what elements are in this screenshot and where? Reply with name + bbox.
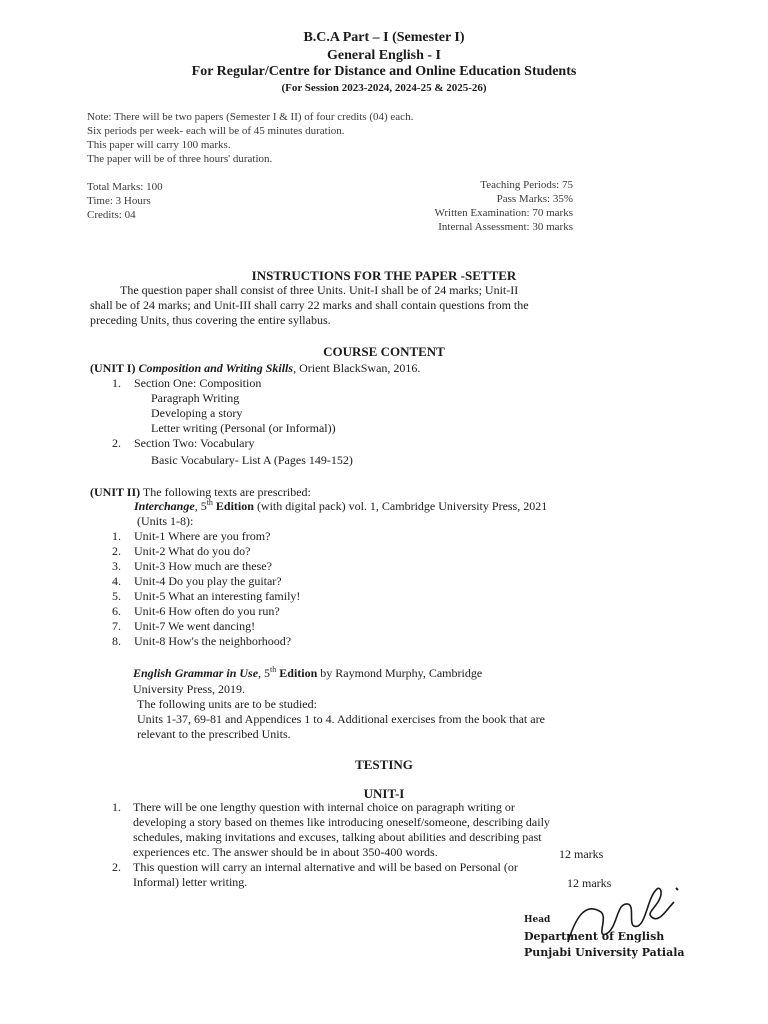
- question-text: schedules, making invitations and excuses, talking about abilities and describing past: [133, 830, 542, 844]
- interchange-title: Interchange: [134, 499, 195, 513]
- paper-title: General English - I: [327, 48, 441, 63]
- interchange-edition: Edition: [212, 499, 254, 513]
- unit1-line: [90, 361, 420, 376]
- audience-line: For Regular/Centre for Distance and Online Education Students: [191, 64, 577, 79]
- list-item-num: 1.: [112, 529, 121, 543]
- grammar-sep: , 5: [258, 666, 271, 680]
- list-item-num: 4.: [112, 574, 121, 588]
- section1-num: 1.: [112, 376, 121, 390]
- interchange-units: (Units 1-8):: [137, 514, 194, 528]
- note-line: Note: There will be two papers (Semester I & II) of four credits (04) each.: [87, 111, 414, 123]
- unit2-line: [90, 485, 311, 500]
- credits: Credits: 04: [87, 209, 136, 221]
- course-title: B.C.A Part – I (Semester I): [303, 30, 465, 45]
- list-item-num: 2.: [112, 544, 121, 558]
- instructions-text: shall be of 24 marks; and Unit-III shall carry 22 marks and shall contain questions from the: [90, 298, 529, 312]
- question-text: There will be one lengthy question with internal choice on paragraph writing or: [133, 800, 515, 814]
- teaching-periods: Teaching Periods: 75: [480, 179, 573, 191]
- interchange-sep: , 5: [194, 499, 207, 513]
- unit1-label: (UNIT I): [90, 361, 136, 375]
- instructions-text: preceding Units, thus covering the entire syllabus.: [90, 313, 331, 327]
- question-text: experiences etc. The answer should be in about 350-400 words.: [133, 845, 438, 859]
- section2-item: Basic Vocabulary- List A (Pages 149-152): [151, 453, 353, 467]
- interchange-rest: (with digital pack) vol. 1, Cambridge University Press, 2021: [253, 499, 548, 513]
- interchange-line: [134, 499, 547, 514]
- note-line: Six periods per week- each will be of 45 minutes duration.: [87, 125, 345, 137]
- list-item-num: 3.: [112, 559, 121, 573]
- question-marks: 12 marks: [559, 847, 604, 861]
- list-item: Unit-2 What do you do?: [134, 544, 251, 558]
- course-content-heading: COURSE CONTENT: [323, 344, 445, 359]
- written-exam: Written Examination: 70 marks: [434, 207, 573, 219]
- question-num: 2.: [112, 860, 121, 874]
- interchange-sup: th: [206, 498, 213, 507]
- grammar-line: [133, 666, 482, 681]
- list-item: Unit-3 How much are these?: [134, 559, 272, 573]
- note-line: This paper will carry 100 marks.: [87, 139, 231, 151]
- question-marks: 12 marks: [567, 876, 612, 890]
- grammar-rest: by Raymond Murphy, Cambridge: [317, 666, 483, 680]
- stamp-line: Department of English: [524, 930, 665, 943]
- time: Time: 3 Hours: [87, 195, 151, 207]
- unit2-label: (UNIT II): [90, 485, 141, 499]
- instructions-text: The question paper shall consist of three Units. Unit-I shall be of 24 marks; Unit-II: [120, 283, 519, 297]
- list-item-num: 8.: [112, 634, 121, 648]
- pass-marks: Pass Marks: 35%: [496, 193, 573, 205]
- section1-item: Letter writing (Personal (or Informal)): [151, 421, 336, 435]
- grammar-sup: th: [270, 665, 277, 674]
- list-item: Unit-5 What an interesting family!: [134, 589, 301, 603]
- unit1-book: Composition and Writing Skills: [138, 361, 294, 375]
- section1-item: Paragraph Writing: [151, 391, 240, 405]
- internal-assessment: Internal Assessment: 30 marks: [438, 221, 573, 233]
- question-text: Informal) letter writing.: [133, 875, 248, 889]
- studied-units: relevant to the prescribed Units.: [137, 727, 291, 741]
- section2-title: Section Two: Vocabulary: [134, 436, 255, 450]
- list-item-num: 6.: [112, 604, 121, 618]
- section1-title: Section One: Composition: [134, 376, 262, 390]
- section2-num: 2.: [112, 436, 121, 450]
- unit2-intro: The following texts are prescribed:: [142, 485, 311, 499]
- list-item-num: 7.: [112, 619, 121, 633]
- list-item: Unit-8 How's the neighborhood?: [134, 634, 292, 648]
- testing-heading: TESTING: [355, 757, 413, 772]
- session-line: (For Session 2023-2024, 2024-25 & 2025-26): [281, 82, 487, 94]
- unit1-publisher: , Orient BlackSwan, 2016.: [293, 361, 421, 375]
- total-marks: Total Marks: 100: [87, 181, 163, 193]
- testing-unit-heading: UNIT-I: [363, 786, 405, 801]
- grammar-edition: Edition: [276, 666, 318, 680]
- studied-intro: The following units are to be studied:: [137, 697, 317, 711]
- list-item-num: 5.: [112, 589, 121, 603]
- question-text: This question will carry an internal alternative and will be based on Personal (or: [133, 860, 518, 874]
- stamp-line: Head: [524, 915, 551, 925]
- list-item: Unit-7 We went dancing!: [134, 619, 256, 633]
- list-item: Unit-6 How often do you run?: [134, 604, 280, 618]
- stamp-line: Punjabi University Patiala: [524, 946, 685, 959]
- grammar-publisher: University Press, 2019.: [133, 682, 245, 696]
- list-item: Unit-4 Do you play the guitar?: [134, 574, 282, 588]
- question-text: developing a story based on themes like introducing oneself/someone, describing daily: [133, 815, 550, 829]
- section1-item: Developing a story: [151, 406, 243, 420]
- instructions-heading: INSTRUCTIONS FOR THE PAPER -SETTER: [251, 268, 517, 283]
- list-item: Unit-1 Where are you from?: [134, 529, 271, 543]
- studied-units: Units 1-37, 69-81 and Appendices 1 to 4. Additional exercises from the book that are: [137, 712, 545, 726]
- note-line: The paper will be of three hours' duration.: [87, 153, 273, 165]
- question-num: 1.: [112, 800, 121, 814]
- grammar-title: English Grammar in Use: [133, 666, 259, 680]
